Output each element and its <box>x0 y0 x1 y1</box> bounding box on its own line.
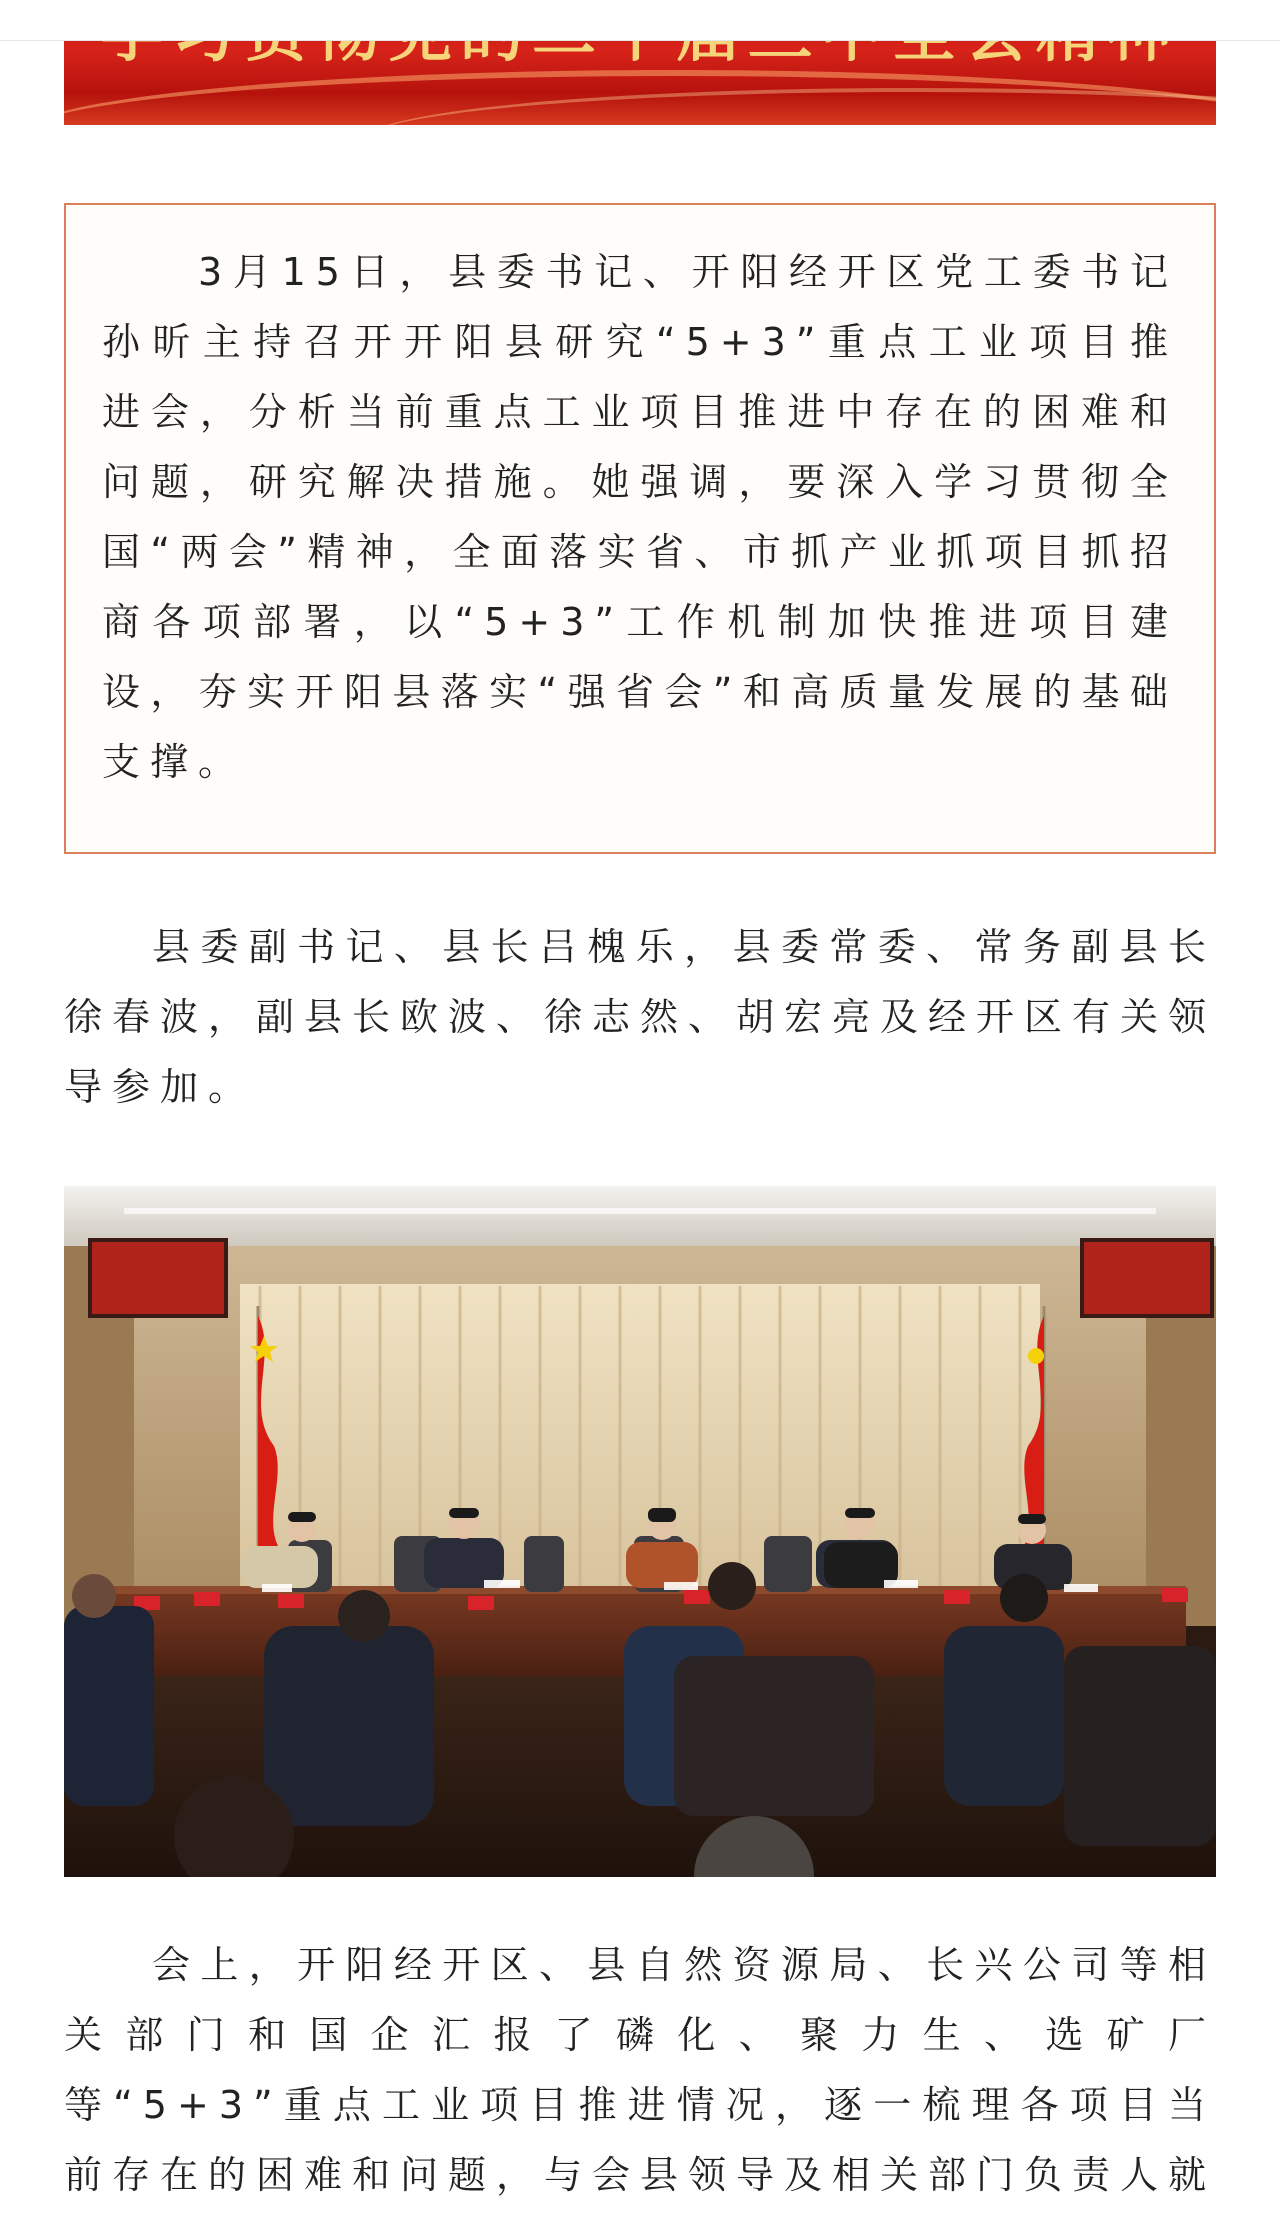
display-screen-right <box>1080 1238 1214 1318</box>
display-screen-left <box>88 1238 228 1318</box>
meeting-photo <box>64 1186 1216 1877</box>
top-edge <box>0 0 1280 41</box>
summary-box <box>64 203 1216 854</box>
summary-text: 3月15日，县委书记、开阳经开区党工委书记孙昕主持召开开阳县研究“5+3”重点工业项目推进会，分析当前重点工业项目推进中存在的困难和问题，研究解决措施。她强调，要深入学习贯彻全国“两会”精神，全面落实省、市抓产业抓项目抓招商各项部署，以“5+3”工作机制加快推进项目建设，夯实开阳县落实“强省会”和高质量发展的基础支撑。 <box>102 250 1178 784</box>
meeting-paragraph: 会上，开阳经开区、县自然资源局、长兴公司等相关部门和国企汇报了磷化、聚力生、选矿厂等“5+3”重点工业项目推进情况，逐一梳理各项目当前存在的困难和问题，与会县领导及相关部门负责人就 <box>64 1943 1217 2197</box>
attendees-paragraph: 县委副书记、县长吕槐乐，县委常委、常务副县长徐春波，副县长欧波、徐志然、胡宏亮及经开区有关领导参加。 <box>64 925 1217 1109</box>
